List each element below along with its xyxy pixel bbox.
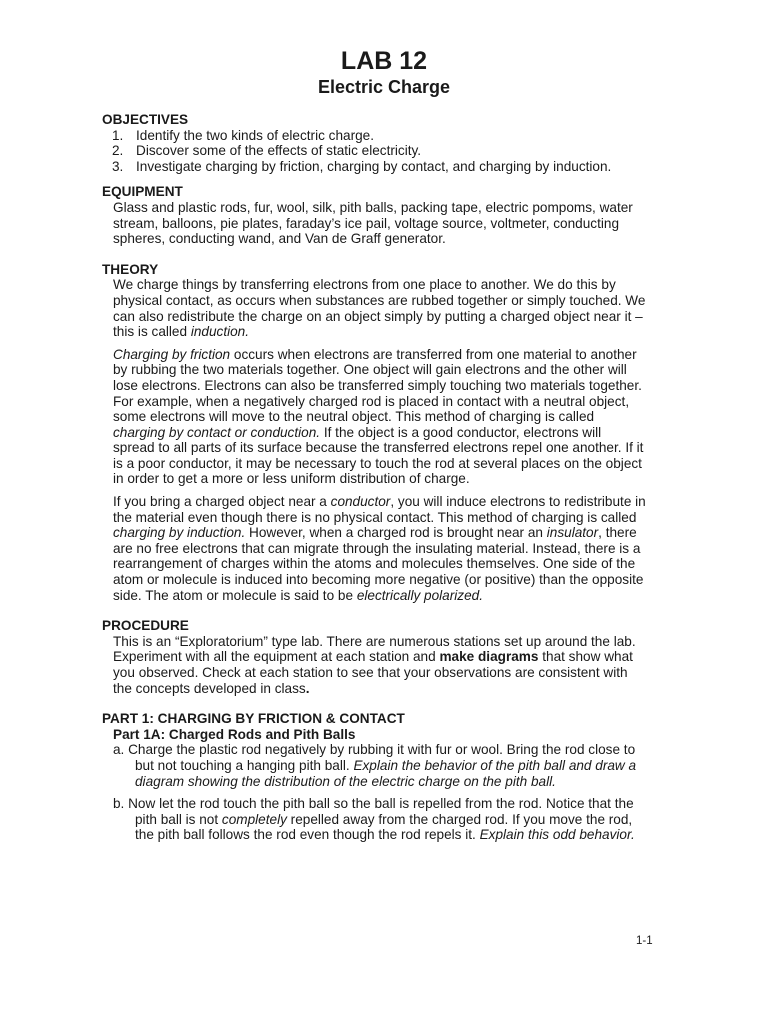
procedure-heading: PROCEDURE <box>102 618 189 634</box>
procedure-step-b: b. Now let the rod touch the pith ball so the ball is repelled from the rod. Notice that the pith ball is not completely repelled away from the charged rod. If you move the rod, the pith ball follows the rod even though the rod repels it. Explain this odd behavior. <box>113 796 635 843</box>
list-item: 1. Identify the two kinds of electric charge. <box>112 127 375 143</box>
list-item: 2. Discover some of the effects of static electricity. <box>112 143 422 159</box>
theory-paragraph-3: If you bring a charged object near a conductor, you will induce electrons to redistribute in the material even though there is no physical contact. This method of charging is called charging by induction. However, when a charged rod is brought near an insulator, there are no free electrons that can migrate through the insulating material. Instead, there is a rearrangement of charges within the atoms and molecules themselves. One side of the atom or molecule is induced into becoming more negative (or positive) than the opposite side. The atom or molecule is said to be electrically polarized. <box>113 494 646 603</box>
procedure-step-a: a. Charge the plastic rod negatively by rubbing it with fur or wool. Bring the rod close to but not touching a hanging pith ball. Explain the behavior of the pith ball and draw a diagram showing the distribution of the electric charge on the pith ball. <box>113 742 637 789</box>
lab-title: LAB 12 <box>340 47 428 75</box>
part1-heading: PART 1: CHARGING BY FRICTION & CONTACT <box>102 711 405 727</box>
objectives-heading: OBJECTIVES <box>102 112 189 127</box>
document-body <box>102 112 662 843</box>
list-item: 3. Investigate charging by friction, charging by contact, and charging by induction. <box>112 158 612 174</box>
equipment-text: Glass and plastic rods, fur, wool, silk, pith balls, packing tape, electric pompoms, water stream, balloons, pie plates, faraday’s ice pail, voltage source, voltmeter, conducting spheres, conducting wand, and Van de Graff generator. <box>113 199 633 247</box>
procedure-text: This is an “Exploratorium” type lab. There are numerous stations set up around the lab. Experiment with all the equipment at each station and make diagrams that show what you observed. Check at each station to see that your observations are consistent with the concepts developed in class. <box>113 633 636 696</box>
theory-paragraph-1: We charge things by transferring electrons from one place to another. We do this by physical contact, as occurs when substances are rubbed together or simply touched. We can also redistribute the charge on an object simply by putting a charged object near it – this is called induction. <box>113 277 646 340</box>
theory-heading: THEORY <box>102 261 159 277</box>
equipment-heading: EQUIPMENT <box>102 184 183 200</box>
objectives-list <box>102 128 662 175</box>
theory-paragraph-2: Charging by friction occurs when electrons are transferred from one material to another by rubbing the two materials together. One object will gain electrons and the other will lose electrons. Electrons can also be transferred simply touching two materials together. For example, when a negatively charged rod is placed in contact with a neutral object, some electrons will move to the neutral object. This method of charging is called charging by contact or conduction. If the object is a good conductor, electrons will spread to all parts of its surface because the transferred electrons repel one another. If it is a poor conductor, it may be necessary to touch the rod at several places on the object in order to get a more or less uniform distribution of charge. <box>113 346 644 487</box>
lab-subtitle: Electric Charge <box>317 77 451 97</box>
page-number: 1-1 <box>636 935 653 947</box>
part1a-heading: Part 1A: Charged Rods and Pith Balls <box>113 726 356 742</box>
